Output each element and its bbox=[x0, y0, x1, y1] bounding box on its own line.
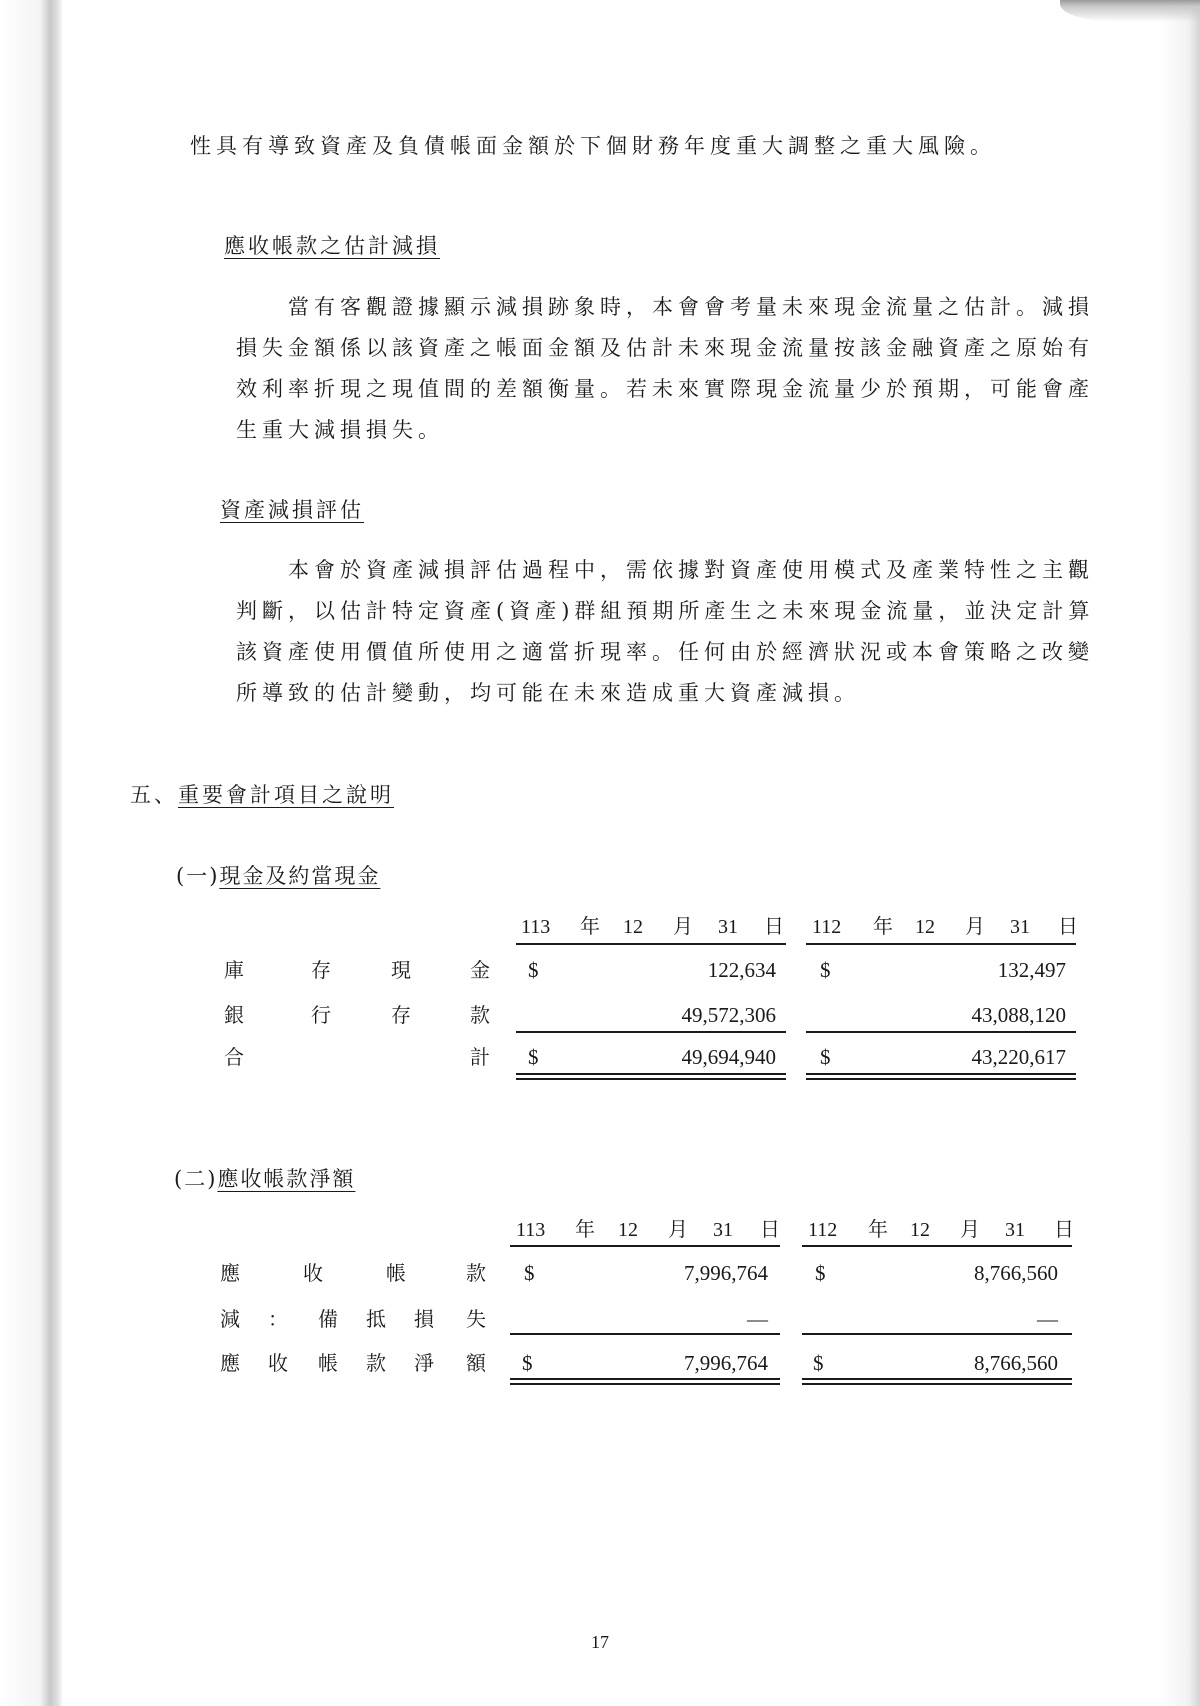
ar-row1-label-char: 收 bbox=[303, 1261, 323, 1285]
cash-total-double-rule-1 bbox=[516, 1073, 786, 1080]
cash-col2-month: 12 bbox=[915, 916, 935, 938]
ar-row2-label-char: 減 bbox=[220, 1307, 240, 1331]
ar-col1-day: 31 bbox=[713, 1219, 733, 1241]
cash-row1-label-char: 庫 bbox=[224, 958, 244, 982]
asset-impairment-heading: 資產減損評估 bbox=[220, 498, 364, 522]
cash-total-value-2: 43,220,617 bbox=[971, 1045, 1066, 1069]
ar-row1-label-char: 帳 bbox=[386, 1261, 406, 1285]
ar-total-currency-1: $ bbox=[522, 1351, 533, 1375]
ar-total-currency-2: $ bbox=[813, 1351, 824, 1375]
cash-col2-year: 112 bbox=[812, 916, 842, 938]
section-5-title: 重要會計項目之說明 bbox=[178, 783, 394, 807]
ar-total-label-char: 淨 bbox=[414, 1351, 434, 1375]
ar-col2-header-rule bbox=[802, 1245, 1072, 1247]
asset-impairment-paragraph: 本會於資產減損評估過程中，需依據對資產使用模式及產業特性之主觀判斷，以估計特定資產(資產)群組預期所產生之未來現金流量，並決定計算該資產使用價值所使用之適當折現率。任何由於經濟狀況或本會策略之改變所導致的估計變動，均可能在未來造成重大資產減損。 bbox=[236, 558, 1095, 705]
intro-paragraph-tail: 性具有導致資產及負債帳面金額於下個財務年度重大調整之重大風險。 bbox=[190, 134, 996, 158]
cash-col1-day: 31 bbox=[718, 916, 738, 938]
cash-col2-year-unit: 年 bbox=[873, 916, 893, 938]
ar-total-label-char: 款 bbox=[366, 1351, 386, 1375]
ar-total-label-char: 收 bbox=[268, 1351, 288, 1375]
cash-col2-day: 31 bbox=[1010, 916, 1030, 938]
ar-prefix: (二) bbox=[174, 1167, 218, 1191]
cash-total-value-1: 49,694,940 bbox=[681, 1045, 776, 1069]
cash-heading bbox=[176, 862, 380, 890]
ar-col2-year-unit: 年 bbox=[868, 1219, 888, 1241]
cash-row1-label-char: 現 bbox=[391, 958, 411, 982]
cash-row1-value-1: 122,634 bbox=[707, 958, 776, 982]
cash-col2-header-rule bbox=[806, 943, 1076, 945]
ar-title: 應收帳款淨額 bbox=[217, 1167, 356, 1191]
section-5-heading bbox=[130, 781, 394, 809]
cash-row1-currency-2: $ bbox=[820, 958, 831, 982]
ar-total-label-char: 應 bbox=[220, 1351, 240, 1375]
ar-total-value-2: 8,766,560 bbox=[974, 1351, 1058, 1375]
ar-row2-value-1: — bbox=[747, 1307, 768, 1331]
section-5-prefix: 五、 bbox=[130, 783, 178, 807]
page-number: 17 bbox=[591, 1632, 609, 1652]
cash-row2-subtotal-rule-1 bbox=[516, 1031, 786, 1033]
scan-binding-shadow bbox=[0, 0, 62, 1706]
cash-col1-month: 12 bbox=[623, 916, 643, 938]
ar-total-label-char: 額 bbox=[466, 1351, 486, 1375]
ar-heading bbox=[174, 1165, 355, 1193]
cash-row2-label-char: 行 bbox=[311, 1003, 331, 1027]
cash-row2-label-char: 存 bbox=[391, 1003, 411, 1027]
cash-row2-subtotal-rule-2 bbox=[806, 1031, 1076, 1033]
ar-row2-subtotal-rule-1 bbox=[510, 1333, 780, 1335]
ar-row2-subtotal-rule-2 bbox=[802, 1333, 1072, 1335]
ar-col2-month: 12 bbox=[910, 1219, 930, 1241]
ar-total-double-rule-1 bbox=[510, 1378, 780, 1385]
ar-col2-year: 112 bbox=[808, 1219, 838, 1241]
ar-impairment-heading: 應收帳款之估計減損 bbox=[224, 234, 440, 258]
cash-col1-year: 113 bbox=[521, 916, 551, 938]
ar-col2-month-unit: 月 bbox=[960, 1219, 980, 1241]
cash-col2-day-unit: 日 bbox=[1058, 916, 1078, 938]
ar-total-label-char: 帳 bbox=[318, 1351, 338, 1375]
ar-col1-header-rule bbox=[510, 1245, 780, 1247]
cash-col1-day-unit: 日 bbox=[764, 916, 784, 938]
cash-total-currency-1: $ bbox=[528, 1045, 539, 1069]
ar-col2-day-unit: 日 bbox=[1054, 1219, 1074, 1241]
ar-row1-label-char: 應 bbox=[220, 1261, 240, 1285]
ar-impairment-paragraph: 當有客觀證據顯示減損跡象時，本會會考量未來現金流量之估計。減損損失金額係以該資產之帳面金額及估計未來現金流量按該金融資產之原始有效利率折現之現值間的差額衡量。若未來實際現金流量少於預期，可能會產生重大減損損失。 bbox=[236, 295, 1094, 442]
cash-col1-month-unit: 月 bbox=[673, 916, 693, 938]
ar-col2-day: 31 bbox=[1005, 1219, 1025, 1241]
scan-right-edge bbox=[1160, 0, 1200, 1706]
cash-total-double-rule-2 bbox=[806, 1073, 1076, 1080]
cash-row1-value-2: 132,497 bbox=[997, 958, 1066, 982]
scan-corner-shadow bbox=[1060, 0, 1200, 22]
cash-row2-label-char: 款 bbox=[470, 1003, 490, 1027]
cash-row1-label-char: 金 bbox=[470, 958, 490, 982]
cash-total-currency-2: $ bbox=[820, 1045, 831, 1069]
cash-total-label-char: 合 bbox=[224, 1045, 244, 1069]
cash-col1-year-unit: 年 bbox=[580, 916, 600, 938]
cash-title: 現金及約當現金 bbox=[219, 864, 381, 888]
ar-col1-month: 12 bbox=[618, 1219, 638, 1241]
cash-col2-month-unit: 月 bbox=[965, 916, 985, 938]
cash-row2-label-char: 銀 bbox=[224, 1003, 244, 1027]
ar-total-value-1: 7,996,764 bbox=[684, 1351, 768, 1375]
ar-row2-value-2: — bbox=[1037, 1307, 1058, 1331]
cash-row1-label-char: 存 bbox=[311, 958, 331, 982]
ar-row1-label-char: 款 bbox=[466, 1261, 486, 1285]
ar-col1-day-unit: 日 bbox=[760, 1219, 780, 1241]
cash-total-label-char: 計 bbox=[470, 1045, 490, 1069]
ar-row1-currency-2: $ bbox=[815, 1261, 826, 1285]
ar-row2-label-char: 損 bbox=[414, 1307, 434, 1331]
cash-row1-currency-1: $ bbox=[528, 958, 539, 982]
cash-prefix: (一) bbox=[176, 864, 220, 888]
ar-row2-label-char: 備 bbox=[318, 1307, 338, 1331]
ar-row1-currency-1: $ bbox=[524, 1261, 535, 1285]
cash-row2-value-1: 49,572,306 bbox=[681, 1003, 776, 1027]
ar-row2-label-char: 失 bbox=[466, 1307, 486, 1331]
ar-total-double-rule-2 bbox=[802, 1378, 1072, 1385]
ar-row1-value-1: 7,996,764 bbox=[684, 1261, 768, 1285]
cash-row2-value-2: 43,088,120 bbox=[971, 1003, 1066, 1027]
ar-row2-label-char: 抵 bbox=[366, 1307, 386, 1331]
ar-row2-label-char: ： bbox=[268, 1307, 288, 1331]
ar-col1-year: 113 bbox=[516, 1219, 546, 1241]
ar-col1-month-unit: 月 bbox=[668, 1219, 688, 1241]
ar-col1-year-unit: 年 bbox=[575, 1219, 595, 1241]
ar-row1-value-2: 8,766,560 bbox=[974, 1261, 1058, 1285]
cash-col1-header-rule bbox=[516, 943, 786, 945]
